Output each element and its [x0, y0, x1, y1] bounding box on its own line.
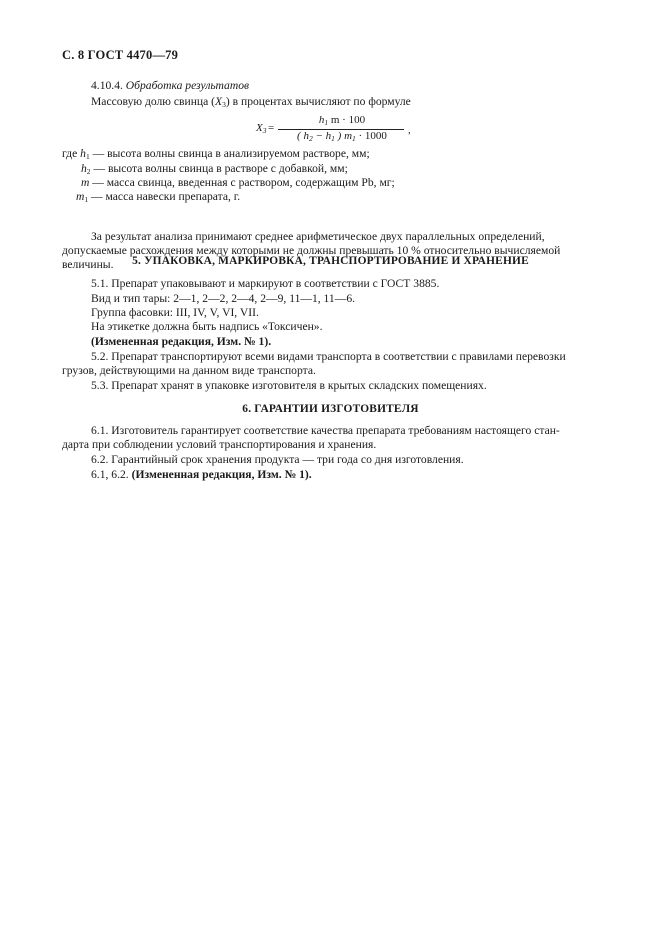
intro-prefix: Массовую долю свинца (	[91, 95, 216, 108]
formula-intro	[91, 95, 411, 112]
amendment-note: (Измененная редакция, Изм. № 1).	[131, 468, 312, 481]
amendment-ref: 6.1, 6.2.	[91, 468, 132, 481]
subsection-number: 4.10.4.	[91, 79, 123, 92]
definition-text: — масса свинца, введенная с раствором, содержащим Pb, мг;	[92, 176, 395, 189]
definition-symbol: m	[76, 190, 85, 203]
subsection-title	[91, 79, 249, 93]
definition-text: — высота волны свинца в анализируемом растворе, мм;	[92, 147, 370, 160]
subsection-name: Обработка результатов	[125, 79, 250, 92]
paragraph-6-1-line-1: 6.1. Изготовитель гарантирует соответствие качества препарата требованиям настоящего стан-	[91, 424, 560, 437]
paragraph-amendment-6	[91, 468, 312, 482]
amendment-note: (Измененная редакция, Изм. № 1).	[91, 335, 272, 348]
result-line-1: За результат анализа принимают среднее арифметическое двух параллельных определений,	[91, 230, 545, 243]
paragraph-6-2: 6.2. Гарантийный срок хранения продукта — три года со дня изготовления.	[91, 453, 464, 466]
where-word: где	[62, 147, 78, 160]
paragraph-6-1-line-2: дарта при соблюдении условий транспортирования и хранения.	[62, 438, 377, 451]
definition-symbol: h	[80, 147, 86, 160]
definition-symbol-sub: 2	[86, 167, 91, 176]
definition-text: — масса навески препарата, г.	[91, 190, 241, 203]
section-5-heading: 5. УПАКОВКА, МАРКИРОВКА, ТРАНСПОРТИРОВАНИЕ И ХРАНЕНИЕ	[132, 255, 529, 267]
paragraph-5-2-line-2: грузов, действующими на данном виде транспорта.	[62, 364, 316, 377]
formula-comma: ,	[408, 124, 411, 136]
paragraph-packing-group: Группа фасовки: III, IV, V, VI, VII.	[91, 306, 259, 319]
paragraph-5-2-line-1: 5.2. Препарат транспортируют всеми видами транспорта в соответствии с правилами перевозки	[91, 350, 566, 363]
section-6-heading: 6. ГАРАНТИИ ИЗГОТОВИТЕЛЯ	[242, 403, 419, 415]
formula	[256, 114, 426, 146]
definition-symbol: h	[81, 162, 87, 175]
formula-lhs: $X_3$	[256, 122, 267, 135]
definition-row	[76, 190, 240, 207]
definition-text: — высота волны свинца в растворе с добавкой, мм;	[93, 162, 348, 175]
intro-suffix: ) в процентах вычисляют по формуле	[225, 95, 411, 108]
intro-variable: X	[215, 95, 223, 108]
definition-symbol-sub: 1	[84, 195, 89, 204]
paragraph-5-3: 5.3. Препарат хранят в упаковке изготовителя в крытых складских помещениях.	[91, 379, 487, 392]
definition-symbol: m	[81, 176, 90, 189]
result-line-3: величины.	[62, 258, 114, 271]
paragraph-label: На этикетке должна быть надпись «Токсичен».	[91, 320, 323, 333]
paragraph-tare: Вид и тип тары: 2—1, 2—2, 2—4, 2—9, 11—1, 11—6.	[91, 292, 356, 305]
page-header: С. 8 ГОСТ 4470—79	[62, 48, 179, 62]
formula-denominator: ( $h_2 - h_1$ ) $m_1 \cdot 1000$	[297, 130, 387, 143]
intro-variable-sub: 3	[222, 100, 226, 109]
formula-numerator: $h_1$ m · 100	[318, 114, 366, 127]
result-line-2: допускаемые расхождения между которыми не должны превышать 10 % относительно вычисляемой	[62, 244, 561, 257]
definition-symbol-sub: 1	[85, 152, 90, 161]
paragraph-5-1: 5.1. Препарат упаковывают и маркируют в соответствии с ГОСТ 3885.	[91, 277, 440, 290]
formula-equals: =	[268, 122, 275, 134]
